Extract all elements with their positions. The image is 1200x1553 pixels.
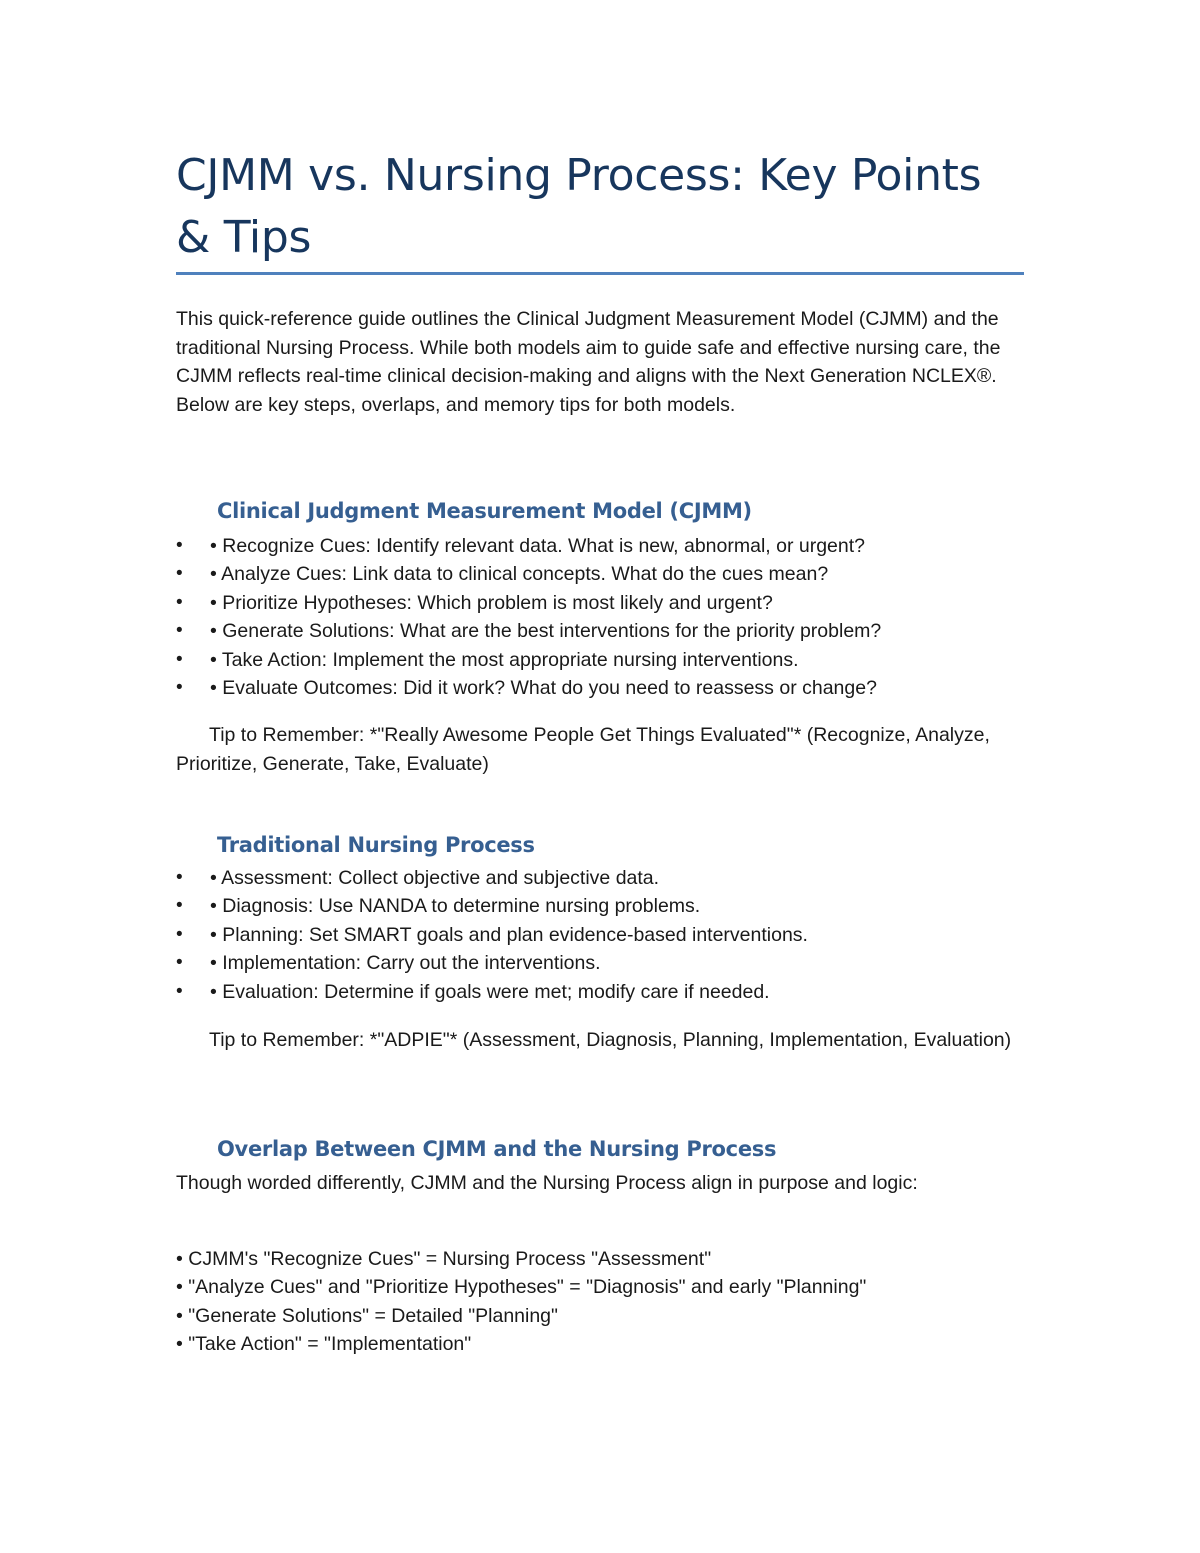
list-item — [176, 978, 1024, 1006]
document-title: CJMM vs. Nursing Process: Key Points & Tips — [176, 150, 982, 263]
list-item — [176, 560, 1024, 588]
list-item-text: • Evaluation: Determine if goals were met; modify care if needed. — [210, 980, 770, 1003]
list-item: • "Take Action" = "Implementation" — [176, 1333, 472, 1356]
list-item: • CJMM's "Recognize Cues" = Nursing Process "Assessment" — [176, 1248, 712, 1270]
list-item: • "Generate Solutions" = Detailed "Planning" — [176, 1304, 558, 1327]
list-item-text: • Assessment: Collect objective and subjective data. — [210, 867, 660, 889]
list-item-text: • Analyze Cues: Link data to clinical concepts. What do the cues mean? — [210, 563, 829, 586]
cjmm-list — [176, 532, 1024, 702]
overlap-heading: Overlap Between CJMM and the Nursing Process — [217, 1137, 777, 1161]
list-item — [176, 864, 1024, 892]
bullet-marker: • — [176, 648, 183, 670]
list-item — [176, 674, 1024, 702]
cjmm-tip: Tip to Remember: *"Really Awesome People Get Things Evaluated"* (Recognize, Analyze, Prioritize, Generate, Take, Evaluate) — [176, 724, 990, 775]
bullet-marker: • — [176, 591, 183, 613]
list-item-text: • Implementation: Carry out the interventions. — [210, 952, 601, 975]
list-item — [176, 921, 1024, 949]
title-underline — [176, 272, 1024, 275]
bullet-marker: • — [176, 952, 183, 974]
bullet-marker: • — [176, 563, 183, 585]
list-item-text: • Prioritize Hypotheses: Which problem is most likely and urgent? — [210, 591, 773, 614]
list-item — [176, 646, 1024, 674]
bullet-marker: • — [176, 980, 183, 1002]
list-item-text: • Take Action: Implement the most appropriate nursing interventions. — [210, 648, 799, 671]
bullet-marker: • — [176, 535, 183, 556]
intro-paragraph: This quick-reference guide outlines the Clinical Judgment Measurement Model (CJMM) and the traditional Nursing Process. While both models aim to guide safe and effective nursing care, the CJMM reflects real-time clinical decision-making and aligns with the Next Generation NCLEX®. Below are key steps, overlaps, and memory tips for both models. — [176, 308, 1001, 416]
list-item — [176, 589, 1024, 617]
bullet-marker: • — [176, 620, 183, 642]
bullet-marker: • — [176, 923, 183, 945]
list-item — [176, 617, 1024, 645]
overlap-intro: Though worded differently, CJMM and the Nursing Process align in purpose and logic: — [176, 1172, 918, 1194]
list-item-text: • Planning: Set SMART goals and plan evidence-based interventions. — [210, 923, 808, 946]
bullet-marker: • — [176, 895, 183, 917]
list-item-text: • Recognize Cues: Identify relevant data. What is new, abnormal, or urgent? — [210, 535, 866, 557]
list-item — [176, 532, 1024, 560]
cjmm-heading: Clinical Judgment Measurement Model (CJMM) — [217, 499, 752, 523]
nursing-process-heading: Traditional Nursing Process — [217, 833, 535, 857]
list-item — [176, 892, 1024, 920]
list-item-text: • Evaluate Outcomes: Did it work? What do you need to reassess or change? — [210, 676, 877, 699]
list-item — [176, 949, 1024, 977]
list-item-text: • Generate Solutions: What are the best interventions for the priority problem? — [210, 620, 882, 643]
bullet-marker: • — [176, 867, 183, 888]
nursing-process-list — [176, 864, 1024, 1006]
list-item-text: • Diagnosis: Use NANDA to determine nursing problems. — [210, 895, 701, 918]
overlap-list — [176, 1245, 866, 1359]
nursing-process-tip: Tip to Remember: *"ADPIE"* (Assessment, Diagnosis, Planning, Implementation, Evaluation) — [209, 1029, 1012, 1051]
list-item: • "Analyze Cues" and "Prioritize Hypotheses" = "Diagnosis" and early "Planning" — [176, 1276, 867, 1299]
bullet-marker: • — [176, 676, 183, 698]
